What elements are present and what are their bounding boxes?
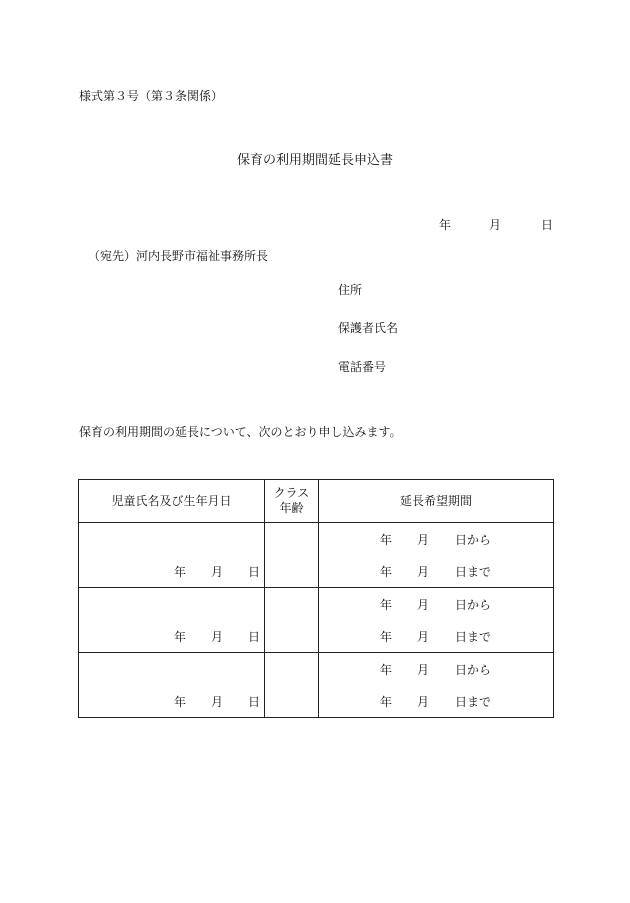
header-class: クラス bbox=[273, 486, 310, 500]
child-name-cell[interactable] bbox=[79, 523, 265, 588]
addressee: （宛先）河内長野市福祉事務所長 bbox=[88, 249, 269, 263]
birth-month-label: 月 bbox=[211, 565, 224, 579]
address-label: 住所 bbox=[338, 283, 363, 297]
body-text: 保育の利用期間の延長について、次のとおり申し込みます。 bbox=[79, 425, 402, 439]
header-child-name: 児童氏名及び生年月日 bbox=[79, 480, 265, 523]
birth-day-label: 日 bbox=[248, 565, 261, 579]
birth-year-label: 年 bbox=[174, 630, 187, 644]
birth-month-label: 月 bbox=[211, 695, 224, 709]
to-month-label: 月 bbox=[417, 565, 430, 579]
class-age-cell[interactable] bbox=[265, 588, 319, 653]
period-cell[interactable] bbox=[319, 523, 554, 588]
from-month-label: 月 bbox=[417, 663, 430, 677]
birth-year-label: 年 bbox=[174, 565, 187, 579]
from-year-label: 年 bbox=[380, 663, 393, 677]
child-name-cell[interactable] bbox=[79, 653, 265, 718]
from-month-label: 月 bbox=[417, 598, 430, 612]
date-month-label: 月 bbox=[489, 218, 502, 232]
period-cell[interactable] bbox=[319, 653, 554, 718]
class-age-cell[interactable] bbox=[265, 653, 319, 718]
extension-table bbox=[78, 479, 554, 718]
header-age: 年齢 bbox=[279, 501, 304, 515]
birth-day-label: 日 bbox=[248, 695, 261, 709]
to-month-label: 月 bbox=[417, 630, 430, 644]
table-header-row bbox=[79, 480, 554, 523]
birth-day-label: 日 bbox=[248, 630, 261, 644]
child-name-cell[interactable] bbox=[79, 588, 265, 653]
from-day-label: 日から bbox=[455, 533, 492, 547]
header-class-age bbox=[265, 480, 319, 523]
class-age-cell[interactable] bbox=[265, 523, 319, 588]
header-extension-period: 延長希望期間 bbox=[319, 480, 554, 523]
date-day-label: 日 bbox=[541, 218, 554, 232]
from-month-label: 月 bbox=[417, 533, 430, 547]
guardian-name-label: 保護者氏名 bbox=[338, 321, 399, 335]
from-year-label: 年 bbox=[380, 533, 393, 547]
period-cell[interactable] bbox=[319, 588, 554, 653]
birth-year-label: 年 bbox=[174, 695, 187, 709]
from-day-label: 日から bbox=[455, 598, 492, 612]
table-row bbox=[79, 653, 554, 718]
birth-month-label: 月 bbox=[211, 630, 224, 644]
to-month-label: 月 bbox=[417, 695, 430, 709]
to-year-label: 年 bbox=[380, 565, 393, 579]
to-year-label: 年 bbox=[380, 695, 393, 709]
document-title: 保育の利用期間延長申込書 bbox=[236, 153, 393, 168]
to-year-label: 年 bbox=[380, 630, 393, 644]
table-row bbox=[79, 523, 554, 588]
from-year-label: 年 bbox=[380, 598, 393, 612]
form-number: 様式第３号（第３条関係） bbox=[79, 89, 224, 103]
phone-label: 電話番号 bbox=[338, 360, 387, 374]
from-day-label: 日から bbox=[455, 663, 492, 677]
to-day-label: 日まで bbox=[455, 630, 492, 644]
to-day-label: 日まで bbox=[455, 695, 492, 709]
to-day-label: 日まで bbox=[455, 565, 492, 579]
date-year-label: 年 bbox=[439, 218, 452, 232]
table-row bbox=[79, 588, 554, 653]
